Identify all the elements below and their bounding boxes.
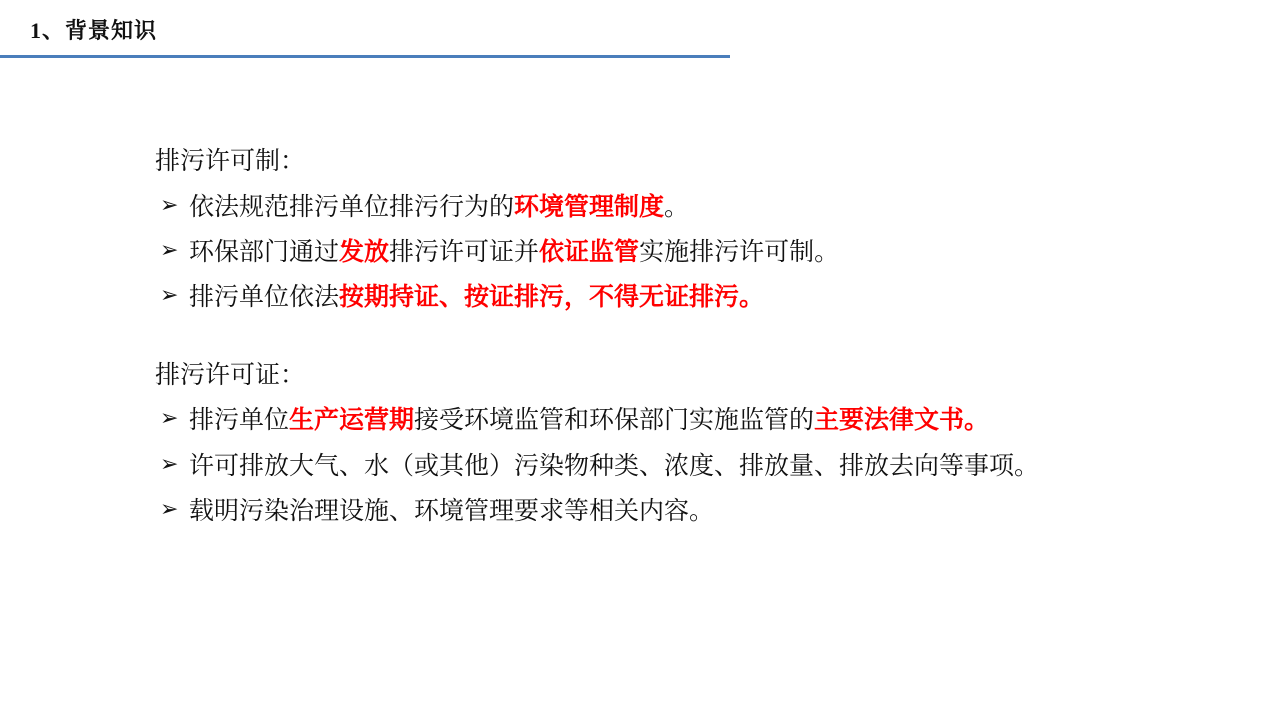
text-run: 。 [664, 192, 690, 221]
list-item-text [189, 402, 1215, 438]
emphasis-run: 环境管理制度 [514, 192, 665, 221]
text-run: 接受环境监管和环保部门实施监管的 [414, 406, 815, 435]
emphasis-run: 主要法律文书。 [814, 406, 990, 435]
list-item [155, 402, 1215, 438]
arrow-bullet-icon: ➢ [160, 450, 179, 476]
arrow-bullet-icon: ➢ [160, 191, 179, 217]
section-spacer [155, 325, 1215, 359]
section-lead: 排污许可制： [155, 147, 306, 175]
list-item [155, 189, 1215, 225]
arrow-bullet-icon: ➢ [160, 237, 179, 262]
list-item-text [189, 234, 1215, 270]
text-run: 环保部门通过 [189, 238, 340, 266]
text-run: 实施排污许可制。 [639, 238, 840, 266]
text-run: 依法规范排污单位排污行为的 [189, 192, 515, 221]
emphasis-run: 按期持证、按证排污，不得无证排污。 [339, 283, 765, 312]
slide-header [0, 0, 730, 60]
list-item-text [189, 189, 1215, 225]
list-item [155, 448, 1215, 484]
text-run: 许可排放大气、水（或其他）污染物种类、浓度、排放量、排放去向等事项。 [189, 451, 1040, 480]
emphasis-run: 依证监管 [539, 238, 640, 266]
text-run: 排污许可证并 [389, 238, 540, 266]
page-title: 1、背景知识 [30, 18, 158, 43]
header-divider [0, 55, 730, 58]
text-run: 载明污染治理设施、环境管理要求等相关内容。 [189, 496, 715, 525]
emphasis-run: 发放 [339, 238, 390, 266]
list-item [155, 234, 1215, 270]
list-item [155, 279, 1215, 315]
text-run: 排污单位依法 [189, 283, 340, 312]
arrow-bullet-icon: ➢ [160, 405, 179, 431]
list-item-text [189, 448, 1215, 484]
arrow-bullet-icon: ➢ [160, 495, 179, 521]
section-paiwu-xukezhi [155, 145, 1215, 316]
slide-body [155, 145, 1215, 538]
section-lead: 排污许可证： [155, 360, 306, 389]
section-paiwu-xukezheng [155, 359, 1215, 530]
list-item-text [189, 279, 1215, 315]
emphasis-run: 生产运营期 [289, 406, 415, 435]
text-run: 排污单位 [189, 406, 290, 435]
list-item-text [189, 493, 1215, 529]
list-item [155, 493, 1215, 529]
arrow-bullet-icon: ➢ [160, 282, 179, 308]
